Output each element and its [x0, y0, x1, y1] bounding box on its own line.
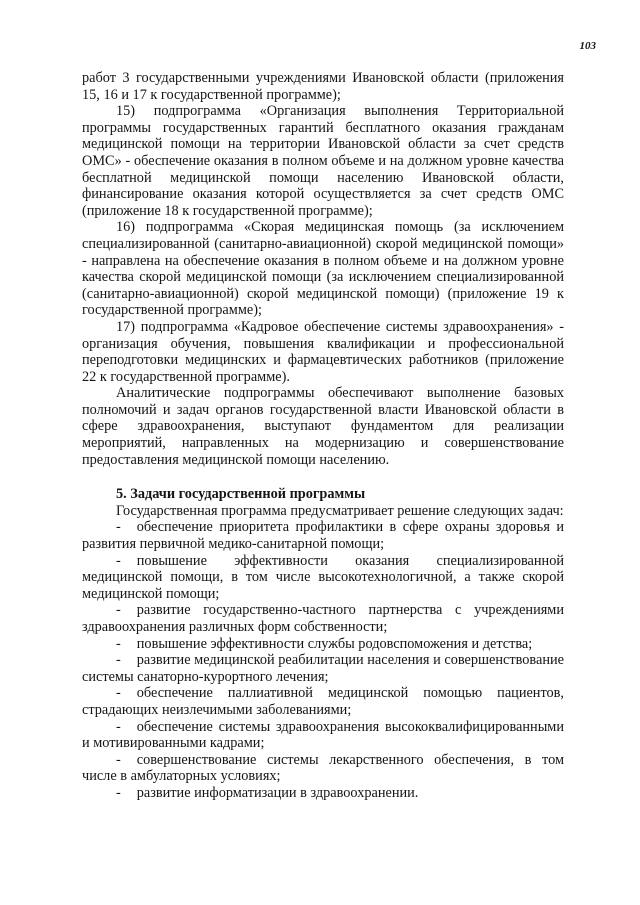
paragraph-subprogram-17: 17) подпрограмма «Кадровое обеспечение системы здравоохранения» - организация обучения, повышения квалификации и профессиональной переподготовки медицинских и фармацевтических работников (приложение 22 к государственной программе). [82, 318, 564, 385]
section-intro: Государственная программа предусматривает решение следующих задач: [116, 502, 564, 519]
task-item [82, 519, 564, 552]
dash-marker: - [116, 685, 121, 702]
task-text: развитие государственно-частного партнерства с учреждениями здравоохранения различных форм собственности; [82, 602, 564, 635]
task-item [82, 719, 564, 752]
task-item [82, 752, 564, 785]
dash-marker: - [116, 751, 121, 768]
dash-marker: - [116, 784, 121, 801]
paragraph-subprogram-15: 15) подпрограмма «Организация выполнения Территориальной программы государственных гарантий бесплатного оказания гражданам медицинской помощи на территории Ивановской области за счет средств ОМС» - обеспечение оказания в полном объеме и на должном уровне качества бесплатной медицинской помощи населению Ивановской области, финансирование оказания которой осуществляется за счет средств ОМС (приложение 18 к государственной программе); [82, 103, 564, 219]
dash-marker: - [116, 718, 121, 735]
task-text: развитие информатизации в здравоохранении. [136, 784, 419, 801]
task-text: обеспечение паллиативной медицинской помощью пациентов, страдающих неизлечимыми заболеваниями; [82, 685, 564, 718]
task-item [82, 602, 564, 635]
dash-marker: - [116, 602, 121, 619]
dash-marker: - [116, 635, 121, 652]
task-item [82, 553, 564, 603]
task-text: обеспечение системы здравоохранения высококвалифицированными и мотивированными кадрами; [82, 718, 564, 752]
paragraph-subprogram-16: 16) подпрограмма «Скорая медицинская помощь (за исключением специализированной (санитарно-авиационной) скорой медицинской помощи» - направлена на обеспечение оказания в полном объеме и на должном уровне качества скорой медицинской помощи (за исключением специализированной (санитарно-авиационной) скорой медицинской помощи) (приложение 19 к государственной программе); [82, 219, 564, 319]
dash-marker: - [116, 519, 121, 536]
task-text: развитие медицинской реабилитации населения и совершенствование системы санаторно-курортного лечения; [82, 652, 564, 685]
task-item [82, 636, 564, 653]
dash-marker: - [116, 552, 121, 569]
paragraph-continuation: работ 3 государственными учреждениями Ивановской области (приложения 15, 16 и 17 к государственной программе); [82, 70, 564, 103]
task-text: повышение эффективности службы родовспоможения и детства; [136, 635, 533, 652]
task-text: обеспечение приоритета профилактики в сфере охраны здоровья и развития первичной медико-санитарной помощи; [82, 519, 564, 553]
section-gap [82, 468, 564, 486]
task-item [82, 685, 564, 718]
document-body [82, 70, 564, 802]
task-text: повышение эффективности оказания специализированной медицинской помощи, в том числе высокотехнологичной, а также скорой медицинской помощи; [82, 552, 564, 602]
task-text: совершенствование системы лекарственного обеспечения, в том числе в амбулаторных условиях; [82, 751, 564, 785]
page-number: 103 [579, 40, 596, 52]
section-heading: 5. Задачи государственной программы [116, 486, 366, 503]
task-item [82, 652, 564, 685]
paragraph-analytic-subprograms: Аналитические подпрограммы обеспечивают выполнение базовых полномочий и задач органов государственной власти Ивановской области в сфере здравоохранения, выступают фундаментом для реализации мероприятий, направленных на модернизацию и совершенствование предоставления медицинской помощи населению. [82, 385, 564, 468]
task-item [82, 785, 564, 802]
dash-marker: - [116, 652, 121, 669]
